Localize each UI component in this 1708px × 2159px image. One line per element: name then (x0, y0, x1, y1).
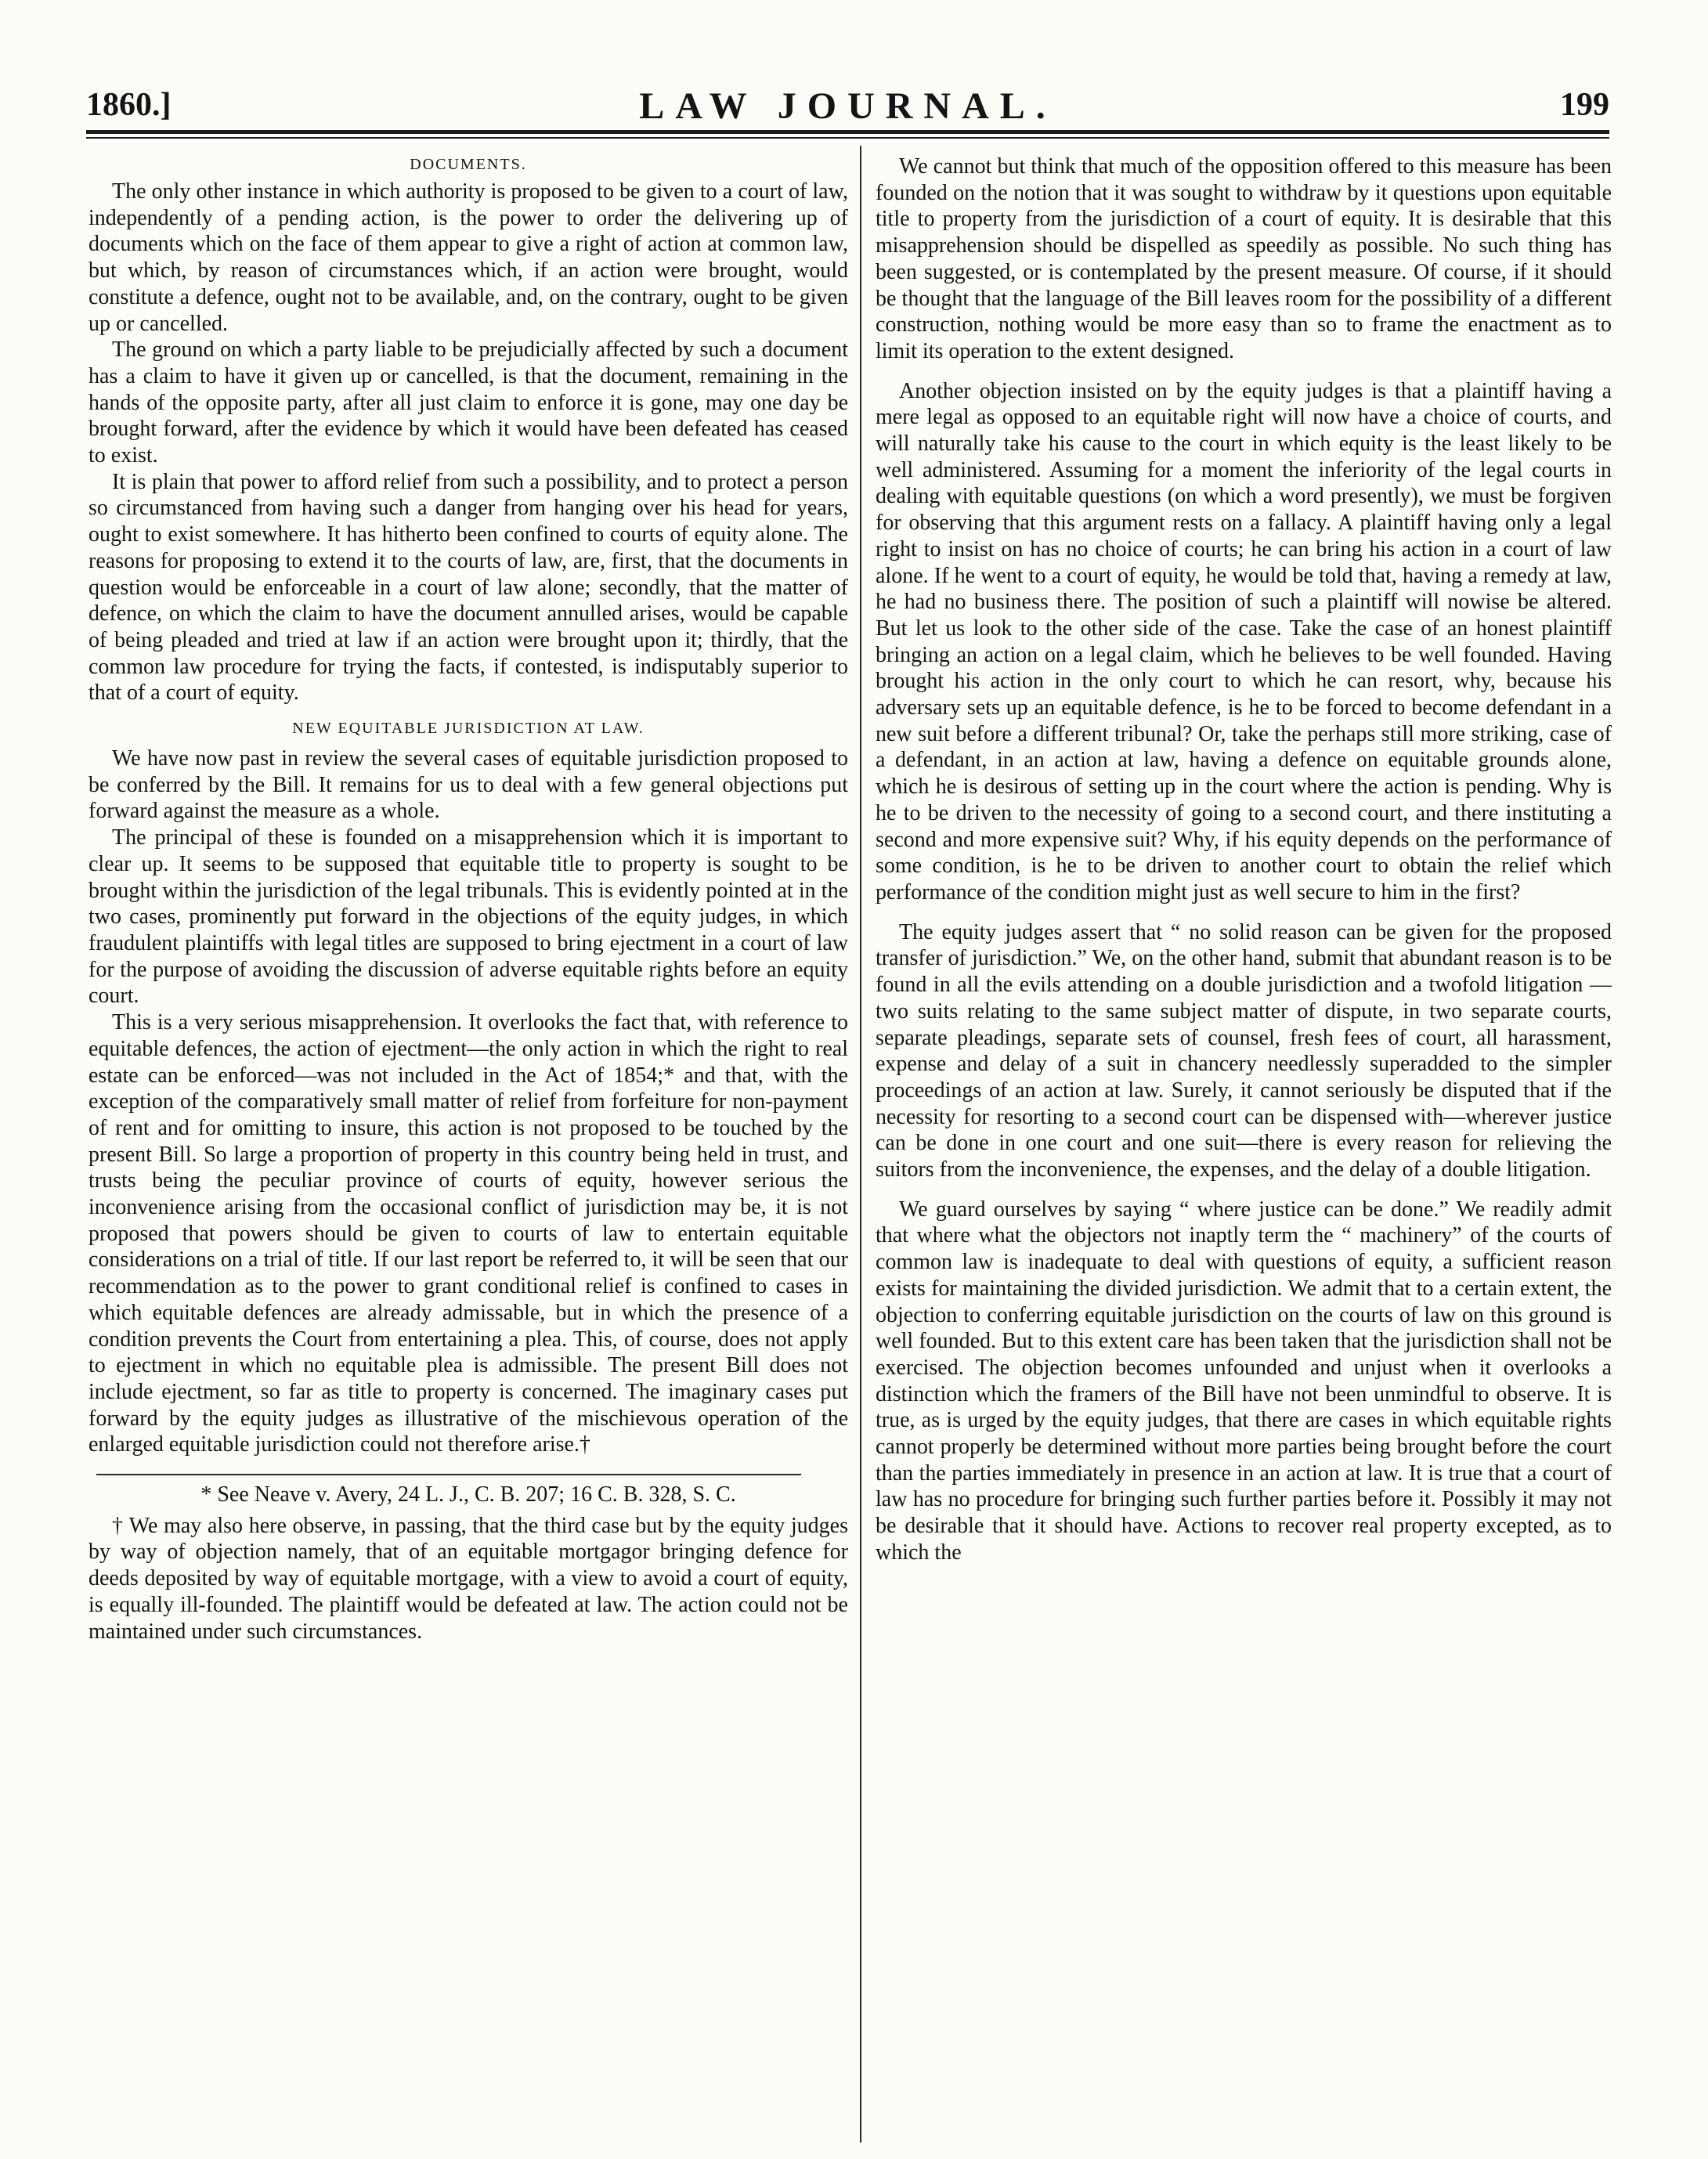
section-heading-documents: DOCUMENTS. (410, 156, 527, 173)
paragraph: This is a very serious misapprehension. It overlooks the fact that, with reference to equitable defences, the action of ejectment—the only action in which the right to real estate can be enforced—was not included in the Act of 1854;* and that, with the exception of the comparatively small matter of relief from forfeiture for non-payment of rent and for omitting to insure, this action is not proposed to be touched by the present Bill. So large a proportion of property in this country being held in trust, and trusts being the peculiar province of courts of equity, however serious the inconvenience arising from the occasional conflict of jurisdiction may be, it is not proposed that powers should be given to courts of law to entertain equitable considerations on a trial of title. If our last report be referred to, it will be seen that our recommendation as to the power to grant conditional relief is confined to cases in which equitable defences are already admissable, but in which the presence of a condition prevents the Court from entertaining a plea. This, of course, does not apply to ejectment in which no equitable plea is admissible. The present Bill does not include ejectment, so far as title to property is concerned. The imaginary cases put forward by the equity judges as illustrative of the mischievous operation of the enlarged equitable jurisdiction could not therefore arise.† (88, 1010, 848, 1457)
page-number: 199 (1560, 87, 1609, 123)
paragraph: The equity judges assert that “ no solid reason can be given for the proposed transfer of jurisdiction.” We, on the other hand, submit that abundant reason is to be found in all the evils attending on a double jurisdiction and a twofold litigation —two suits relating to the same subject matter of dispute, in two separate courts, separate pleadings, separate sets of counsel, fresh fees of court, all harassment, expense and delay of a suit in chancery needlessly superadded to the simpler proceedings of an action at law. Surely, it cannot seriously be disputed that if the necessity for resorting to a second court can be dispensed with—wherever justice can be done in one court and one suit—there is every reason for relieving the suitors from the inconvenience, the expenses, and the delay of a double litigation. (876, 919, 1612, 1182)
footnote-rule (96, 1474, 801, 1475)
footnote: † We may also here observe, in passing, that the third case but by the equity judges by way of objection namely, that of an equitable mortgagor bringing defence for deeds deposited by way of equitable mortgage, with a view to avoid a court of equity, is equally ill-founded. The plaintiff would be defeated at law. The action could not be maintained under such circumstances. (88, 1513, 848, 1644)
section-heading-new-jurisdiction: NEW EQUITABLE JURISDICTION AT LAW. (292, 720, 645, 738)
header-year: 1860.] (86, 87, 172, 123)
journal-title: LAW JOURNAL. (639, 85, 1056, 127)
paragraph: We have now past in review the several cases of equitable jurisdiction proposed to be conferred by the Bill. It remains for us to deal with a few general objections put forward against the measure as a whole. (88, 746, 848, 824)
paragraph: We cannot but think that much of the opposition offered to this measure has been founded on the notion that it was sought to withdraw by it questions upon equitable title to property from the jurisdiction of a court of equity. It is desirable that this misapprehension should be dispelled as speedily as possible. No such thing has been suggested, or is contemplated by the present measure. Of course, if it should be thought that the language of the Bill leaves room for the possibility of a different construction, nothing would be more easy than so to frame the enactment as to limit its operation to the extent designed. (876, 154, 1612, 363)
paragraph: It is plain that power to afford relief from such a possibility, and to protect a person so circumstanced from having such a danger from hanging over his head for years, ought to exist somewhere. It has hitherto been confined to courts of equity alone. The reasons for proposing to extend it to the courts of law, are, first, that the documents in question would be enforceable in a court of law alone; secondly, that the matter of defence, on which the claim to have the document annulled arises, would be capable of being pleaded and tried at law if an action were brought upon it; thirdly, that the common law procedure for trying the facts, if contested, is indisputably superior to that of a court of equity. (88, 469, 848, 706)
paragraph: We guard ourselves by saying “ where justice can be done.” We readily admit that where what the objectors not inaptly term the “ machinery” of the courts of common law is inadequate to deal with questions of equity, a sufficient reason exists for maintaining the divided jurisdiction. We admit that to a certain extent, the objection to conferring equitable jurisdiction on the courts of law on this ground is well founded. But to this extent care has been taken that the jurisdiction shall not be exercised. The objection becomes unfounded and unjust when it overlooks a distinction which the framers of the Bill have not been unmindful to observe. It is true, as is urged by the equity judges, that there are cases in which equitable rights cannot properly be determined without more parties being brought before the court than the parties immediately in presence in an action at law. It is true that a court of law has no procedure for bringing such further parties before it. Possibly it may not be desirable that it should have. Actions to recover real property excepted, as to which the (876, 1197, 1612, 1565)
paragraph: Another objection insisted on by the equity judges is that a plaintiff having a mere legal as opposed to an equitable right will now have a choice of courts, and will naturally take his cause to the court in which equity is the least likely to be well administered. Assuming for a moment the inferiority of the legal courts in dealing with equitable questions (on which a word presently), we must be forgiven for observing that this argument rests on a fallacy. A plaintiff having only a legal right to insist on has no choice of courts; he can bring his action in a court of law alone. If he went to a court of equity, he would be told that, having a remedy at law, he had no business there. The position of such a plaintiff will nowise be altered. But let us look to the other side of the case. Take the case of an honest plaintiff bringing an action on a legal claim, which he believes to be well founded. Having brought his action in the only court to which he can resort, why, because his adversary sets up an equitable defence, is he to be forced to become defendant in a new suit before a different tribunal? Or, take the perhaps still more striking, case of a defendant, in an action at law, having a defence on equitable grounds alone, which he is desirous of setting up in the court where the action is pending. Why is he to be driven to the necessity of going to a second court, and there instituting a second and more expensive suit? Why, if his equity depends on the performance of some condition, is he to be driven to another court to obtain the relief which performance of the condition might just as well secure to him in the first? (876, 378, 1612, 904)
column-divider (860, 146, 861, 2143)
header-rule-thin (86, 137, 1609, 139)
paragraph: The principal of these is founded on a misapprehension which it is important to clear up. It seems to be supposed that equitable title to property is sought to be brought within the jurisdiction of the legal tribunals. This is evidently pointed at in the two cases, prominently put forward in the objections of the equity judges, in which fraudulent plaintiffs with legal titles are supposed to bring ejectment in a court of law for the purpose of avoiding the discussion of adverse equitable rights before an equity court. (88, 825, 848, 1009)
page-header (86, 85, 1609, 127)
header-rule-thick (86, 130, 1609, 134)
paragraph: The only other instance in which authority is proposed to be given to a court of law, independently of a pending action, is the power to order the delivering up of documents which on the face of them appear to give a right of action at common law, but which, by reason of circumstances which, if an action were brought, would constitute a defence, ought not to be available, and, on the contrary, ought to be given up or cancelled. (88, 179, 848, 336)
paragraph: The ground on which a party liable to be prejudicially affected by such a document has a claim to have it given up or cancelled, is that the document, remaining in the hands of the opposite party, after all just claim to enforce it is gone, may one day be brought forward, after the evidence by which it would have been defeated has ceased to exist. (88, 338, 848, 468)
right-column (876, 153, 1612, 1566)
left-column (88, 153, 848, 1645)
footnote: * See Neave v. Avery, 24 L. J., C. B. 207; 16 C. B. 328, S. C. (200, 1482, 736, 1507)
